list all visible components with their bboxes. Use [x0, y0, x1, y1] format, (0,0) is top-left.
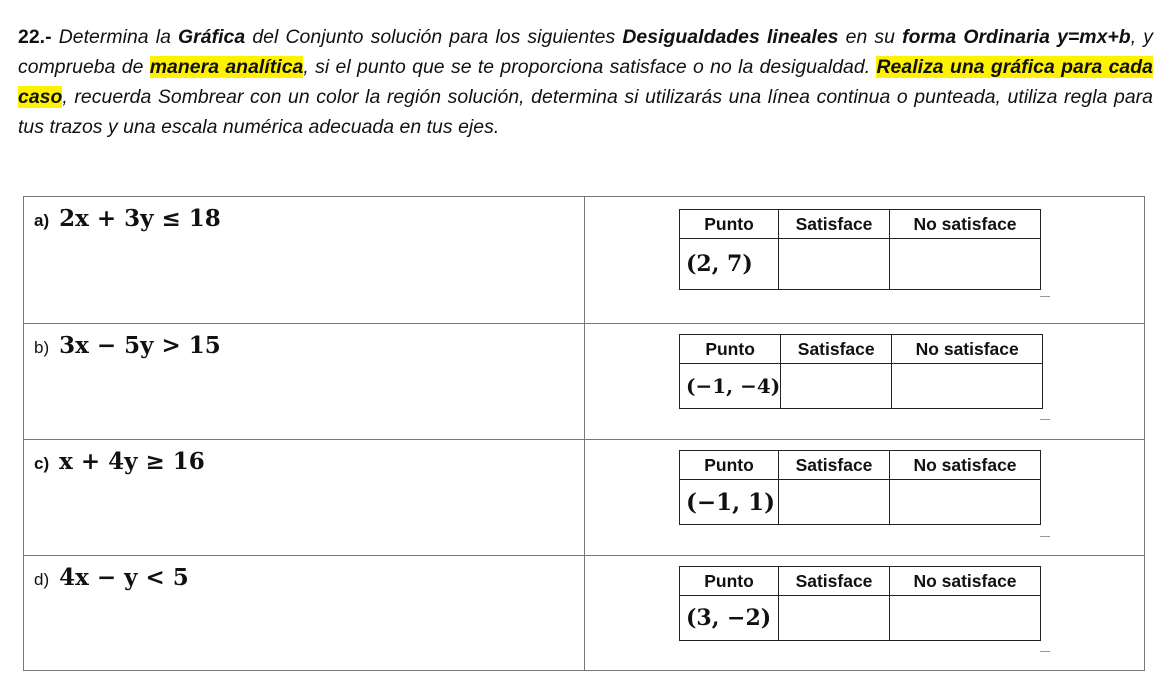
instr-bold-3: forma Ordinaria y=mx+b [902, 26, 1131, 48]
exercise-row-b [24, 324, 1144, 440]
point-table-d [679, 566, 1041, 641]
inequality-expression: x + 4y ≥ 16 [59, 448, 205, 475]
header-punto: Punto [680, 210, 779, 239]
inequality-d [34, 564, 189, 591]
no-satisface-cell[interactable] [890, 480, 1041, 525]
header-no-satisface: No satisface [890, 451, 1041, 480]
item-label: a) [34, 211, 50, 230]
no-satisface-cell[interactable] [890, 596, 1041, 641]
item-label: c) [34, 454, 50, 473]
header-no-satisface: No satisface [892, 335, 1043, 364]
graph-area-b[interactable] [24, 324, 584, 439]
header-no-satisface: No satisface [890, 567, 1041, 596]
instructions-paragraph [18, 22, 1153, 142]
header-punto: Punto [680, 451, 779, 480]
no-satisface-cell[interactable] [892, 364, 1043, 409]
header-punto: Punto [680, 567, 779, 596]
instr-text-4: , y comprueba de [18, 26, 1153, 78]
point-table-a [679, 209, 1041, 290]
inequality-c [34, 448, 205, 475]
satisface-cell[interactable] [779, 239, 890, 290]
table-end-mark [1040, 536, 1050, 537]
header-no-satisface: No satisface [890, 210, 1041, 239]
no-satisface-cell[interactable] [890, 239, 1041, 290]
exercise-row-d [24, 556, 1144, 670]
inequality-expression: 3x − 5y > 15 [59, 332, 221, 359]
problem-number: 22.- [18, 26, 52, 48]
point-value: (2, 7) [680, 239, 779, 290]
exercise-row-c [24, 440, 1144, 556]
inequality-a [34, 205, 221, 232]
point-table-c [679, 450, 1041, 525]
item-label: b) [34, 338, 50, 357]
header-satisface: Satisface [779, 451, 890, 480]
header-satisface: Satisface [779, 567, 890, 596]
instr-text-6: , recuerda Sombrear con un color la región solución, determina si utilizarás una línea continua o punteada, utiliza regla para tus trazos y una escala numérica adecuada en tus ejes. [18, 86, 1153, 138]
inequality-expression: 2x + 3y ≤ 18 [59, 205, 221, 232]
point-value: (−1, −4) [680, 364, 781, 409]
instr-text-3: en su [838, 26, 903, 48]
instr-highlight-1: manera analítica [149, 56, 304, 78]
graph-area-c[interactable] [24, 440, 584, 555]
header-satisface: Satisface [781, 335, 892, 364]
point-table-b [679, 334, 1043, 409]
instr-text-5: , si el punto que se te proporciona satisface o no la desigualdad. [303, 56, 877, 78]
header-satisface: Satisface [779, 210, 890, 239]
instr-bold-2: Desigualdades lineales [622, 26, 839, 48]
satisface-cell[interactable] [779, 480, 890, 525]
graph-area-a[interactable] [24, 197, 584, 323]
inequality-b [34, 332, 221, 359]
table-end-mark [1040, 651, 1050, 652]
instr-bold-1: Gráfica [178, 26, 246, 48]
instr-text-2: del Conjunto solución para los siguientes [245, 26, 623, 48]
item-label: d) [34, 570, 50, 589]
exercise-grid [23, 196, 1145, 671]
satisface-cell[interactable] [781, 364, 892, 409]
graph-area-d[interactable] [24, 556, 584, 670]
table-end-mark [1040, 296, 1050, 297]
instr-highlight-2: Realiza una gráfica para cada caso [18, 56, 1153, 108]
table-end-mark [1040, 419, 1050, 420]
exercise-row-a [24, 197, 1144, 324]
instr-text-1: Determina la [51, 26, 179, 48]
point-value: (−1, 1) [680, 480, 779, 525]
point-value: (3, −2) [680, 596, 779, 641]
satisface-cell[interactable] [779, 596, 890, 641]
header-punto: Punto [680, 335, 781, 364]
inequality-expression: 4x − y < 5 [59, 564, 189, 591]
